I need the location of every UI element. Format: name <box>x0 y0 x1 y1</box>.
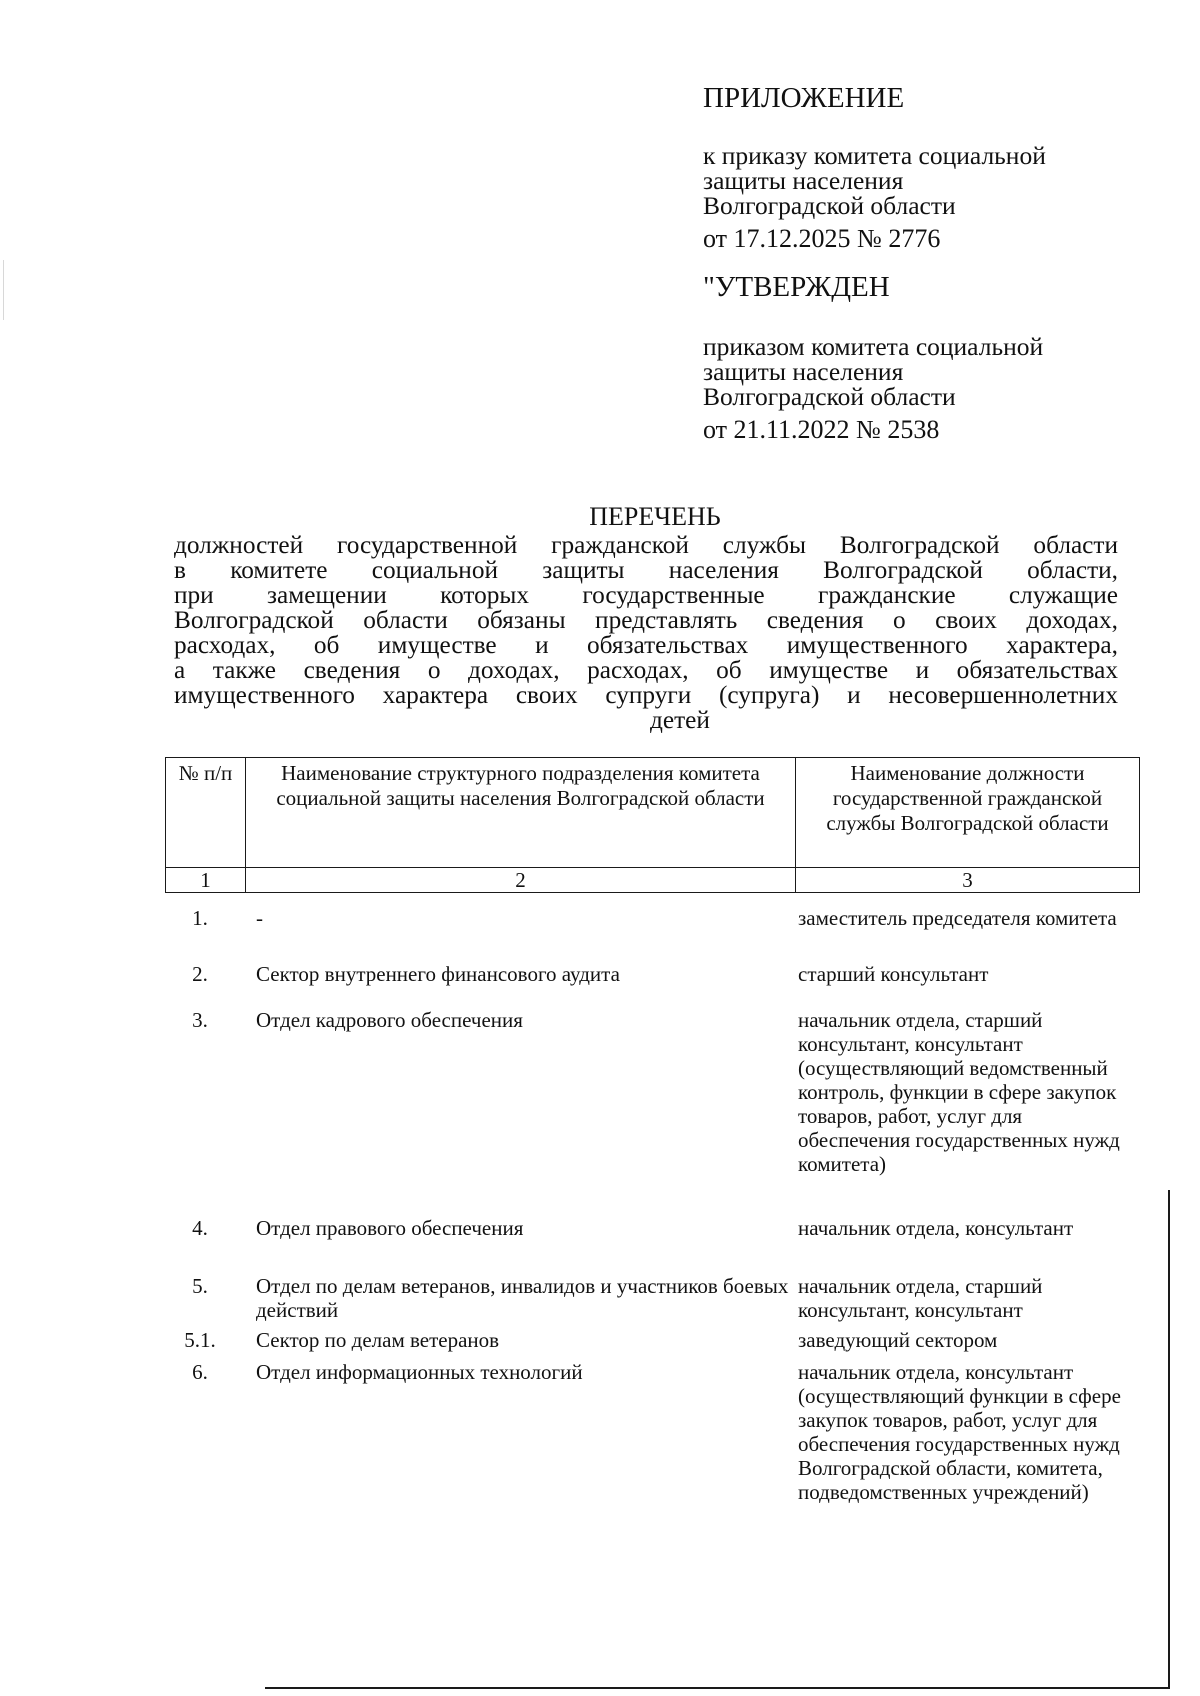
row-number: 5. <box>192 1274 208 1298</box>
table-row <box>165 962 1139 1008</box>
row-unit: Отдел правового обеспечения <box>256 1216 524 1240</box>
row-unit: Отдел кадрового обеспечения <box>256 1008 523 1032</box>
description-line: детей <box>650 706 710 734</box>
appendix-title: ПРИЛОЖЕНИЕ <box>703 82 905 114</box>
row-unit: Отдел по делам ветеранов, инвалидов и участников боевых действий <box>256 1274 789 1322</box>
row-position: начальник отдела, старший консультант, консультант <box>798 1274 1043 1322</box>
row-unit: - <box>256 906 263 930</box>
row-number: 3. <box>192 1008 208 1032</box>
row-number: 2. <box>192 962 208 986</box>
table-row <box>165 1216 1139 1274</box>
column-number: 3 <box>796 868 1140 893</box>
table-row <box>165 1008 1139 1216</box>
description-line: Волгоградской области обязаны представлять сведения о своих доходах, <box>174 606 1118 634</box>
row-position: заместитель председателя комитета <box>798 906 1117 930</box>
order-reference-line: к приказу комитета социальной <box>703 141 1046 170</box>
row-number: 1. <box>192 906 208 930</box>
table-header-row <box>166 758 1140 868</box>
description-line: а также сведения о доходах, расходах, об имуществе и обязательствах <box>174 656 1118 684</box>
row-position: начальник отдела, старший консультант, консультант (осуществляющий ведомственный контроль, функции в сфере закупок товаров, работ, услуг для обеспечения государственных нужд комитета) <box>798 1008 1120 1176</box>
description-line: должностей государственной гражданской службы Волгоградской области <box>174 531 1118 559</box>
row-unit: Отдел информационных технологий <box>256 1360 583 1384</box>
description-line: имущественного характера своих супруги (супруга) и несовершеннолетних <box>174 681 1118 709</box>
row-unit: Сектор внутреннего финансового аудита <box>256 962 620 986</box>
order-reference <box>703 143 1123 256</box>
row-position: начальник отдела, консультант (осуществляющий функции в сфере закупок товаров, работ, услуг для обеспечения государственных нужд Волгоградской области, комитета, подведомственных учреждений) <box>798 1360 1121 1504</box>
table-row <box>165 1274 1139 1328</box>
scan-edge-mark <box>3 260 4 320</box>
header-cell-position: Наименование должности государственной гражданской службы Волгоградской области <box>796 758 1140 868</box>
order-reference-line: защиты населения <box>703 166 904 195</box>
header-cell-number: № п/п <box>166 758 246 868</box>
list-description <box>174 533 1118 733</box>
row-position: заведующий сектором <box>798 1328 998 1352</box>
table-row <box>165 1360 1139 1504</box>
approved-stamp-word: "УТВЕРЖДЕН <box>703 271 890 303</box>
positions-table-header <box>165 757 1140 893</box>
approved-date: от 21.11.2022 № 2538 <box>703 415 940 444</box>
approved-reference <box>703 334 1123 447</box>
description-line: при замещении которых государственные гражданские служащие <box>174 581 1118 609</box>
approved-reference-line: защиты населения <box>703 357 904 386</box>
header-cell-unit: Наименование структурного подразделения комитета социальной защиты населения Волгоградской области <box>246 758 796 868</box>
row-number: 5.1. <box>184 1328 216 1352</box>
row-position: старший консультант <box>798 962 989 986</box>
approved-reference-line: Волгоградской области <box>703 382 956 411</box>
approved-reference-line: приказом комитета социальной <box>703 332 1044 361</box>
row-number: 6. <box>192 1360 208 1384</box>
order-reference-line: Волгоградской области <box>703 191 956 220</box>
page-edge-line <box>1168 1190 1170 1687</box>
table-row <box>165 1328 1139 1360</box>
description-line: в комитете социальной защиты населения Волгоградской области, <box>174 556 1118 584</box>
list-heading: ПЕРЕЧЕНЬ <box>589 502 721 531</box>
positions-table-body <box>165 906 1139 1504</box>
column-number: 1 <box>166 868 246 893</box>
description-line: расходах, об имуществе и обязательствах имущественного характера, <box>174 631 1118 659</box>
table-column-numbers <box>166 868 1140 893</box>
row-number: 4. <box>192 1216 208 1240</box>
page-edge-line <box>265 1687 1170 1689</box>
row-position: начальник отдела, консультант <box>798 1216 1074 1240</box>
column-number: 2 <box>246 868 796 893</box>
row-unit: Сектор по делам ветеранов <box>256 1328 500 1352</box>
order-date: от 17.12.2025 № 2776 <box>703 224 941 253</box>
table-row <box>165 906 1139 962</box>
